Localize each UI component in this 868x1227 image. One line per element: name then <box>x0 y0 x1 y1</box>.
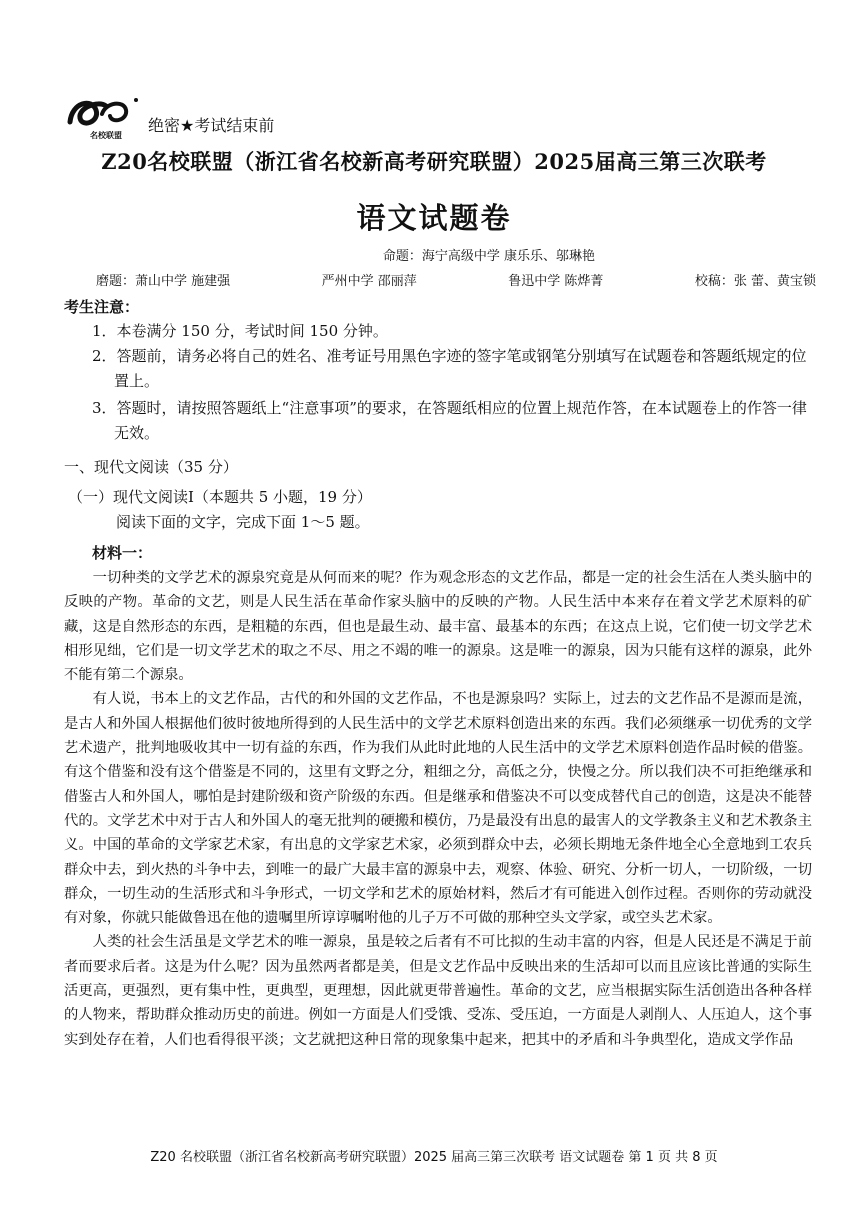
paragraph: 有人说，书本上的文艺作品，古代的和外国的文艺作品，不也是源泉吗？实际上，过去的文艺作品不是源而是流，是古人和外国人根据他们彼时彼地所得到的人民生活中的文学艺术原料创造出来的东西。我们必须继承一切优秀的文学艺术遗产，批判地吸收其中一切有益的东西，作为我们从此时此地的人民生活中的文学艺术原料创造作品时候的借鉴。有这个借鉴和没有这个借鉴是不同的，这里有文野之分，粗细之分，高低之分，快慢之分。所以我们决不可拒绝继承和借鉴古人和外国人，哪怕是封建阶级和资产阶级的东西。但是继承和借鉴决不可以变成替代自己的创造，这是决不能替代的。文学艺术中对于古人和外国人的毫无批判的硬搬和模仿，乃是最没有出息的最害人的文学教条主义和艺术教条主义。中国的革命的文学家艺术家，有出息的文学家艺术家，必须到群众中去，必须长期地无条件地全心全意地到工农兵群众中去，到火热的斗争中去，到唯一的最广大最丰富的源泉中去，观察、体验、研究、分析一切人，一切阶级，一切群众，一切生动的生活形式和斗争形式，一切文学和艺术的原始材料，然后才有可能进入创作过程。否则你的劳动就没有对象，你就只能做鲁迅在他的遗嘱里所谆谆嘱咐他的儿子万不可做的那种空头文学家，或空头艺术家。 <box>64 691 812 927</box>
confidential-label: 绝密★考试结束前 <box>148 116 275 135</box>
notice-item-3: 3．答题时，请按照答题纸上“注意事项”的要求，在答题纸相应的位置上规范作答，在本试题卷上的作答一律无效。 <box>92 399 807 442</box>
reviewer-1: 磨题：萧山中学 施建强 <box>96 274 231 289</box>
section-title: 一、现代文阅读（35 分） <box>64 458 238 476</box>
subsection-title: （一）现代文阅读Ⅰ（本题共 5 小题，19 分） <box>68 488 372 506</box>
reviewer-2: 严州中学 邵丽萍 <box>321 274 417 289</box>
reading-instruction: 阅读下面的文字，完成下面 1～5 题。 <box>116 513 370 531</box>
exam-title: Z20名校联盟（浙江省名校新高考研究联盟）2025届高三第三次联考 <box>101 149 767 174</box>
authors-line-1: 命题：海宁高级中学 康乐乐、邬琳艳 <box>382 249 596 264</box>
material-label: 材料一： <box>92 544 153 562</box>
notice-heading: 考生注意： <box>64 298 140 316</box>
page-footer: Z20 名校联盟（浙江省名校新高考研究联盟）2025 届高三第三次联考 语文试题卷 第 1 页 共 8 页 <box>150 1150 718 1165</box>
notice-item-1: 1．本卷满分 150 分，考试时间 150 分钟。 <box>92 322 388 340</box>
proofreaders: 校稿：张 蕾、黄宝锁 <box>694 274 816 289</box>
reading-passage <box>64 566 812 1052</box>
paragraph: 人类的社会生活虽是文学艺术的唯一源泉，虽是较之后者有不可比拟的生动丰富的内容，但是人民还是不满足于前者而要求后者。这是为什么呢？因为虽然两者都是美，但是文艺作品中反映出来的生活却可以而且应该比普通的实际生活更高，更强烈，更有集中性，更典型，更理想，因此就更带普遍性。革命的文艺，应当根据实际生活创造出各种各样的人物来，帮助群众推动历史的前进。例如一方面是人们受饿、受冻、受压迫，一方面是人剥削人、人压迫人，这个事实到处存在着，人们也看得很平淡；文艺就把这种日常的现象集中起来，把其中的矛盾和斗争典型化，造成文学作品 <box>64 934 812 1048</box>
notice-item-2: 2．答题前，请务必将自己的姓名、准考证号用黑色字迹的签字笔或钢笔分别填写在试题卷和答题纸规定的位置上。 <box>92 347 807 390</box>
paragraph: 一切种类的文学艺术的源泉究竟是从何而来的呢？作为观念形态的文艺作品，都是一定的社会生活在人类头脑中的反映的产物。革命的文艺，则是人民生活在革命作家头脑中的反映的产物。人民生活中本来存在着文学艺术原料的矿藏，这是自然形态的东西，是粗糙的东西，但也是最生动、最丰富、最基本的东西；在这点上说，它们使一切文学艺术相形见绌，它们是一切文学艺术的取之不尽、用之不竭的唯一的源泉。这是唯一的源泉，因为只能有这样的源泉，此外不能有第二个源泉。 <box>64 570 812 684</box>
alliance-logo <box>62 92 152 142</box>
logo-text: 名校联盟 <box>90 131 122 140</box>
authors-line-2 <box>96 270 816 289</box>
reviewer-3: 鲁迅中学 陈烨菁 <box>508 274 604 289</box>
exam-subtitle: 语文试题卷 <box>356 201 512 235</box>
